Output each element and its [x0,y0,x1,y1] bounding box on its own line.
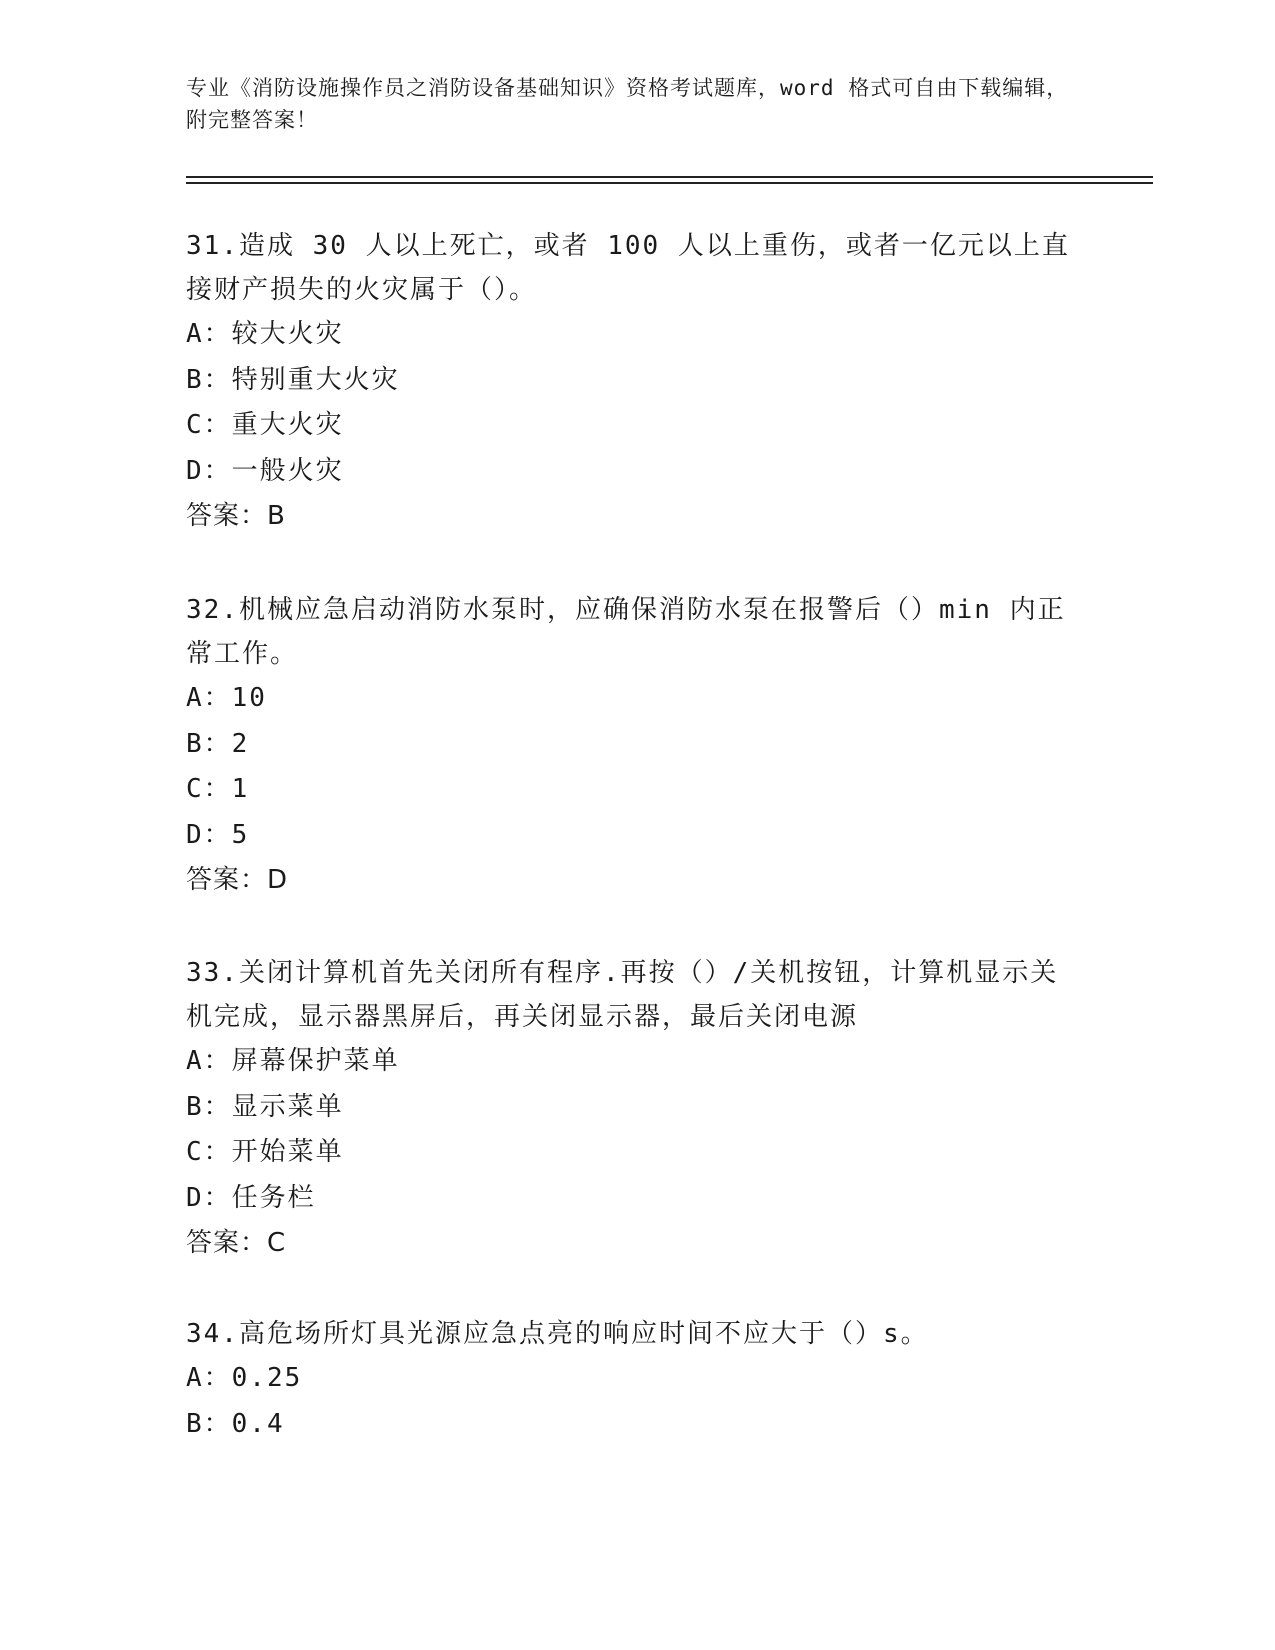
header-divider-top [186,176,1153,178]
option-a: A：10 [186,683,267,713]
answer: 答案：B [186,501,286,531]
document-header: 专业《消防设施操作员之消防设备基础知识》资格考试题库，word 格式可自由下载编辑，附完整答案！ [186,76,1069,132]
question-31 [186,224,1086,539]
question-33 [186,951,1086,1266]
question-stem: 34.高危场所灯具光源应急点亮的响应时间不应大于（）s。 [186,1319,929,1349]
question-stem: 32.机械应急启动消防水泵时，应确保消防水泵在报警后（）min 内正常工作。 [186,595,1066,669]
option-c: C：开始菜单 [186,1137,344,1167]
option-d: D：一般火灾 [186,455,344,486]
option-a: A：较大火灾 [186,319,344,349]
question-stem: 31.造成 30 人以上死亡，或者 100 人以上重伤，或者一亿元以上直接财产损失的火灾属于（）。 [186,231,1070,305]
question-stem: 33.关闭计算机首先关闭所有程序.再按（）/关机按钮，计算机显示关机完成，显示器黑屏后，再关闭显示器，最后关闭电源 [186,958,1059,1032]
option-b: B：显示菜单 [186,1091,344,1122]
option-d: D：5 [186,819,250,850]
question-34 [186,1312,1086,1447]
option-c: C：1 [186,774,250,804]
option-a: A：屏幕保护菜单 [186,1046,400,1076]
header-divider-bottom [186,182,1153,184]
answer: 答案：C [186,1228,287,1258]
option-b: B：特别重大火灾 [186,364,400,395]
question-32 [186,588,1086,903]
option-b: B：2 [186,728,250,759]
answer: 答案：D [186,865,289,895]
option-b: B：0.4 [186,1408,285,1439]
option-c: C：重大火灾 [186,410,344,440]
option-d: D：任务栏 [186,1182,316,1213]
option-a: A：0.25 [186,1363,303,1393]
